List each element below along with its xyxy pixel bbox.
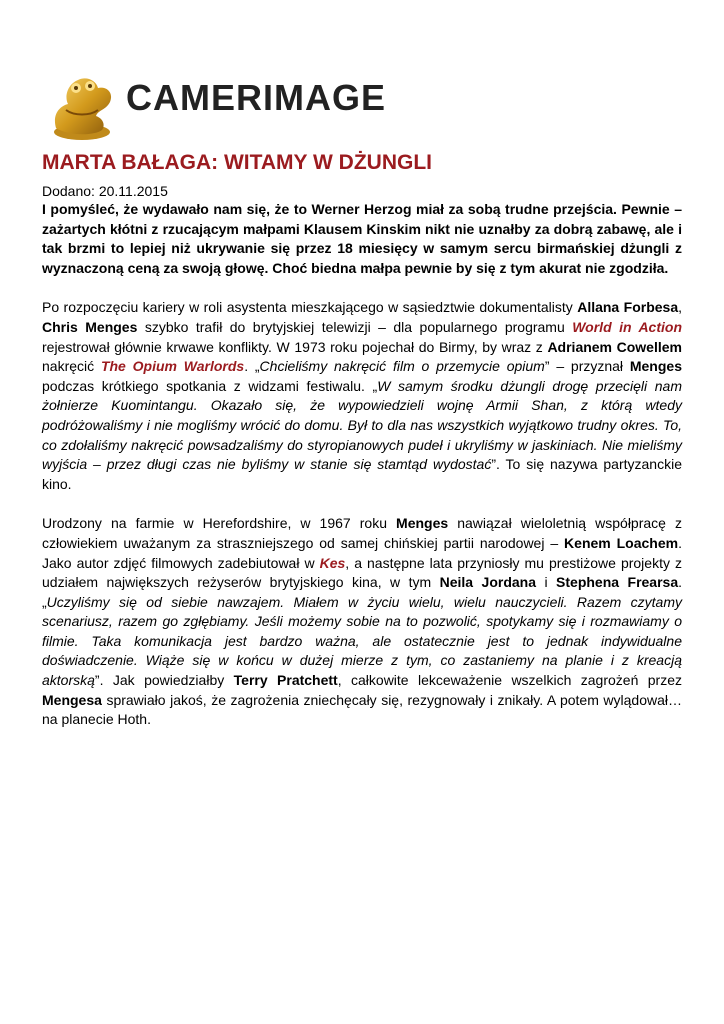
- text: . „: [42, 574, 682, 610]
- text: rejestrował głównie krwawe konflikty. W 1973 roku pojechał do Birmy, by wraz z: [42, 338, 548, 355]
- person-name: Kenem Loachem: [564, 534, 679, 551]
- text: , całkowite lekceważenie wszelkich zagrożeń przez: [337, 672, 682, 689]
- text: , a następne lata przyniosły mu prestiżowe projekty z udziałem największych reżyserów brytyjskiego kina, w tym: [42, 554, 682, 591]
- quote: Uczyliśmy się od siebie nawzajem. Miałem w życiu wielu, wielu nauczycieli. Razem czytamy scenariusz, razem go zgłębiamy. Jeśli możemy sobie na to pozwolić, spotykamy się i rozmawiamy o filmie. Taka komunikacja jest bardzo ważna, ale ostatecznie jest to jednak indywidualne doświadczenie. Wiąże się w końcu w dużej mierze z tym, co zastaniemy na planie i z kreacją aktorską: [42, 593, 682, 689]
- person-name: Chris Menges: [42, 318, 138, 335]
- quote: Chcieliśmy nakręcić film o przemycie opium: [259, 358, 545, 375]
- text: Urodzony na farmie w Herefordshire, w 1967 roku: [42, 515, 397, 532]
- person-name: Neila Jordana: [439, 574, 537, 591]
- text: ”. To się nazywa partyzanckie kino.: [42, 456, 682, 492]
- person-name: Allana Forbesa: [577, 299, 679, 316]
- text: . „: [244, 358, 260, 375]
- person-name: Mengesa: [42, 691, 102, 708]
- article-title: MARTA BAŁAGA: WITAMY W DŻUNGLI: [42, 151, 432, 174]
- article-date: Dodano: 20.11.2015: [42, 183, 168, 199]
- person-name: Menges: [629, 358, 682, 375]
- person-name: Terry Pratchett: [233, 672, 338, 689]
- person-name: Adrianem Cowellem: [547, 338, 682, 355]
- golden-frog-icon: [46, 66, 118, 146]
- paragraph-career: [42, 298, 682, 494]
- brand-name: CAMERIMAGE: [126, 77, 386, 118]
- quote: W samym środku dżungli drogę przecięli nam żołnierze Kuomintangu. Okazało się, że wypowiedzieli wojnę Armii Shan, z którą wtedy podróżowaliśmy i nie mogliśmy wrócić do domu. Był to dla nas wszystkich wyjątkowo trudny okres. To, co zdołaliśmy nakręcić powsadzaliśmy do styropianowych pudeł i ukryliśmy w jaskiniach. Nie mieliśmy wyjścia – przez długi czas nie byliśmy w stanie się stamtąd wydostać: [42, 377, 682, 473]
- text: nawiązał wieloletnią współpracę z człowiekiem uważanym za straszniejszego od samej chińskiej partii narodowej –: [42, 515, 682, 551]
- text: ” – przyznał: [544, 358, 630, 375]
- article-body: [42, 200, 682, 730]
- camerimage-logo: [46, 66, 386, 146]
- paragraph-biography: [42, 514, 682, 730]
- text: Po rozpoczęciu kariery w roli asystenta mieszkającego w sąsiedztwie dokumentalisty: [42, 299, 578, 316]
- text: podczas krótkiego spotkania z widzami festiwalu. „: [42, 377, 378, 394]
- text: i: [536, 574, 557, 591]
- film-title: The Opium Warlords: [100, 358, 245, 375]
- article-lead: I pomyśleć, że wydawało nam się, że to Werner Herzog miał za sobą trudne przejścia. Pewnie – zażartych kłótni z rzucającym małpami Klausem Kinskim nikt nie uznałby za dobrą zabawę, ale i tak brzmi to lepiej niż ukrywanie się przez 18 miesięcy w samym sercu birmańskiej dżungli z wyznaczoną ceną za swoją głowę. Choć biedna małpa pewnie by się z tym akurat nie zgodziła.: [42, 201, 682, 276]
- person-name: Stephena Frearsa: [556, 574, 679, 591]
- text: szybko trafił do brytyjskiej telewizji – dla popularnego programu: [137, 318, 573, 335]
- person-name: Menges: [396, 515, 449, 532]
- text: . Jako autor zdjęć filmowych zadebiutował w: [42, 534, 682, 571]
- film-title: World in Action: [572, 318, 683, 335]
- film-title: Kes: [319, 554, 346, 571]
- text: ,: [678, 299, 682, 316]
- text: nakręcić: [42, 358, 101, 375]
- text: ”. Jak powiedziałby: [94, 672, 234, 689]
- text: sprawiało jakoś, że zagrożenia zniechęcały się, rezygnowały i znikały. A potem wylądował… na planecie Hoth.: [42, 691, 682, 728]
